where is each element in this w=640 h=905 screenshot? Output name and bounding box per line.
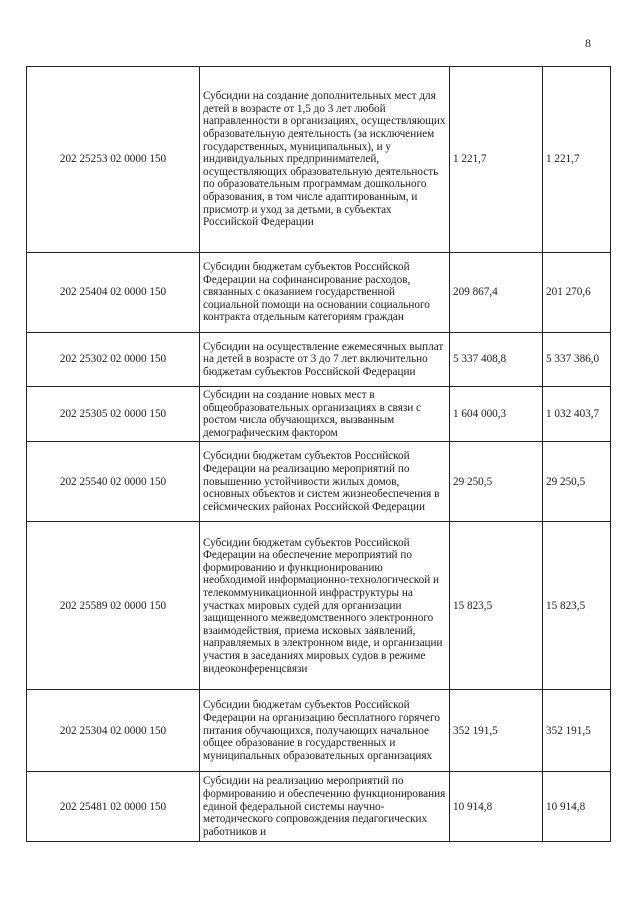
table-row (27, 253, 611, 333)
table-row (27, 387, 611, 442)
budget-description: Субсидии бюджетам субъектов Российской Федерации на обеспечение мероприятий по формированию и функционированию необходимой информационно-технологической и телекоммуникационной инфраструктуры на участках мировых судей для организации защищенного межведомственного электронного взаимодействия, приема исковых заявлений, направляемых в электронном виде, и организации участия в заседаниях мировых судов в режиме видеоконференцсвязи (200, 522, 450, 690)
amount-2: 5 337 386,0 (543, 333, 611, 387)
table-row (27, 67, 611, 253)
budget-code: 202 25589 02 0000 150 (27, 522, 200, 690)
amount-2: 15 823,5 (543, 522, 611, 690)
budget-description: Субсидии бюджетам субъектов Российской Федерации на реализацию мероприятий по повышению устойчивости жилых домов, основных объектов и систем жизнеобеспечения в сейсмических районах Российской Федерации (200, 442, 450, 522)
budget-code: 202 25304 02 0000 150 (27, 690, 200, 772)
budget-code: 202 25481 02 0000 150 (27, 772, 200, 842)
budget-code: 202 25540 02 0000 150 (27, 442, 200, 522)
amount-1: 1 221,7 (450, 67, 543, 253)
amount-2: 10 914,8 (543, 772, 611, 842)
budget-code: 202 25253 02 0000 150 (27, 67, 200, 253)
budget-code: 202 25305 02 0000 150 (27, 387, 200, 442)
amount-2: 201 270,6 (543, 253, 611, 333)
amount-1: 209 867,4 (450, 253, 543, 333)
budget-description: Субсидии бюджетам субъектов Российской Федерации на софинансирование расходов, связанных с оказанием государственной социальной помощи на основании социального контракта отдельным категориям граждан (200, 253, 450, 333)
budget-code: 202 25404 02 0000 150 (27, 253, 200, 333)
amount-2: 352 191,5 (543, 690, 611, 772)
budget-code: 202 25302 02 0000 150 (27, 333, 200, 387)
amount-1: 1 604 000,3 (450, 387, 543, 442)
amount-1: 29 250,5 (450, 442, 543, 522)
amount-1: 5 337 408,8 (450, 333, 543, 387)
amount-1: 352 191,5 (450, 690, 543, 772)
budget-table (26, 66, 611, 842)
budget-description: Субсидии на создание новых мест в общеобразовательных организациях в связи с ростом числа обучающихся, вызванным демографическим фактором (200, 387, 450, 442)
table-row (27, 442, 611, 522)
budget-description: Субсидии бюджетам субъектов Российской Федерации на организацию бесплатного горячего питания обучающихся, получающих начальное общее образование в государственных и муниципальных образовательных организациях (200, 690, 450, 772)
page-number: 8 (585, 36, 591, 50)
amount-2: 1 032 403,7 (543, 387, 611, 442)
table-row (27, 772, 611, 842)
budget-description: Субсидии на реализацию мероприятий по формированию и обеспечению функционирования единой федеральной системы научно-методического сопровождения педагогических работников и (200, 772, 450, 842)
amount-2: 1 221,7 (543, 67, 611, 253)
table-row (27, 522, 611, 690)
amount-1: 10 914,8 (450, 772, 543, 842)
table-row (27, 690, 611, 772)
budget-description: Субсидии на осуществление ежемесячных выплат на детей в возрасте от 3 до 7 лет включительно бюджетам субъектов Российской Федерации (200, 333, 450, 387)
budget-description: Субсидии на создание дополнительных мест для детей в возрасте от 1,5 до 3 лет любой направленности в организациях, осуществляющих образовательную деятельность (за исключением государственных, муниципальных), и у индивидуальных предпринимателей, осуществляющих образовательную деятельность по образовательным программам дошкольного образования, в том числе адаптированным, и присмотр и уход за детьми, в субъектах Российской Федерации (200, 67, 450, 253)
amount-2: 29 250,5 (543, 442, 611, 522)
table-row (27, 333, 611, 387)
amount-1: 15 823,5 (450, 522, 543, 690)
